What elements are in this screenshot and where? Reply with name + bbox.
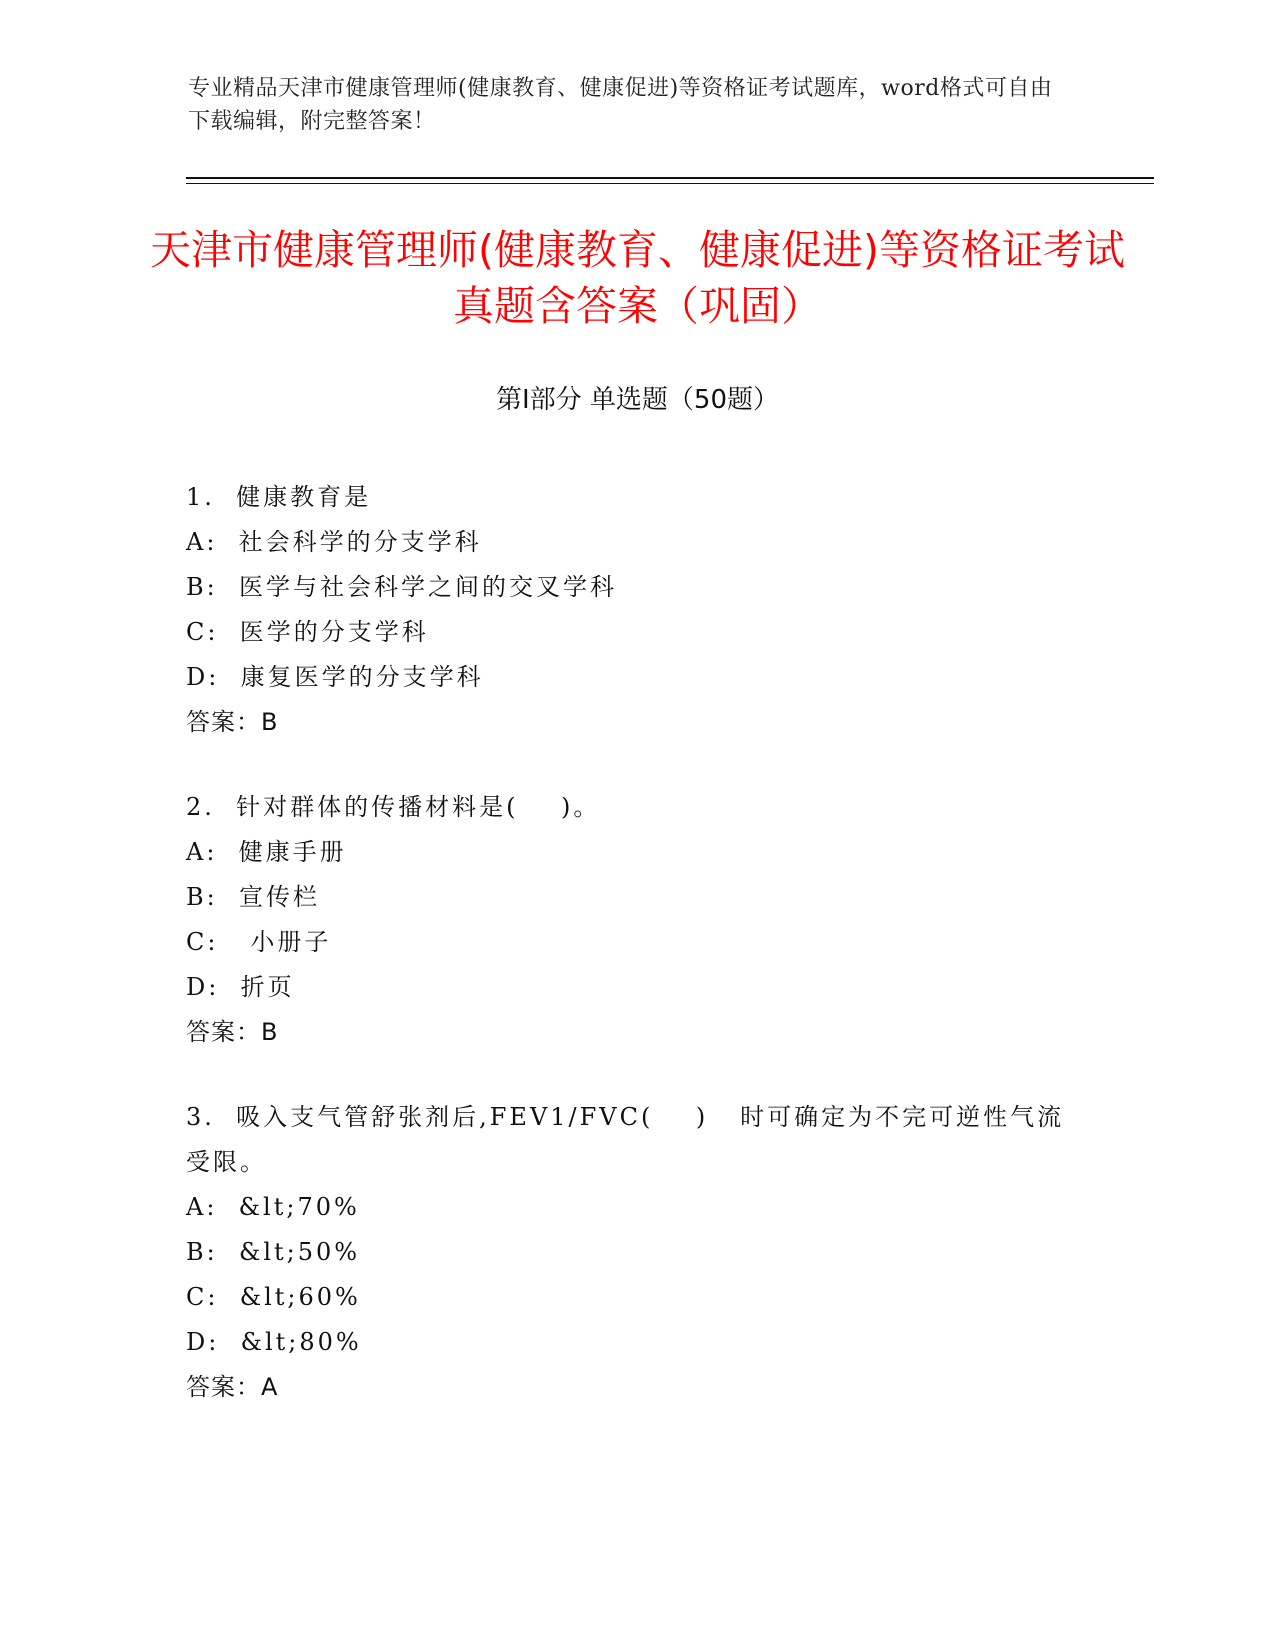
document-title: 天津市健康管理师(健康教育、健康促进)等资格证考试真题含答案（巩固） bbox=[150, 226, 1125, 330]
option-c: C: 医学的分支学科 bbox=[186, 618, 429, 646]
answer-line: 答案：A bbox=[186, 1373, 279, 1401]
option-a: A: &lt;70% bbox=[186, 1193, 360, 1221]
option-a: A: 社会科学的分支学科 bbox=[186, 528, 482, 556]
option-b: B: 医学与社会科学之间的交叉学科 bbox=[186, 573, 617, 601]
answer-line: 答案：B bbox=[186, 708, 279, 736]
question-stem: 1. 健康教育是 bbox=[186, 483, 372, 511]
header-divider-thin bbox=[186, 183, 1154, 184]
option-a: A: 健康手册 bbox=[186, 838, 347, 866]
answer-line: 答案：B bbox=[186, 1018, 279, 1046]
header-divider-thick bbox=[186, 177, 1154, 179]
option-b: B: &lt;50% bbox=[186, 1238, 361, 1266]
option-c: C: 小册子 bbox=[186, 928, 332, 956]
question-stem: 3. 吸入支气管舒张剂后,FEV1/FVC( ) 时可确定为不完可逆性气流受限。 bbox=[186, 1103, 1065, 1176]
option-d: D: &lt;80% bbox=[186, 1328, 362, 1356]
question-list bbox=[186, 475, 1066, 1450]
header-note: 专业精品天津市健康管理师(健康教育、健康促进)等资格证考试题库，word格式可自由下载编辑，附完整答案！ bbox=[188, 76, 1053, 134]
option-b: B: 宣传栏 bbox=[186, 883, 320, 911]
question-3 bbox=[186, 1095, 1066, 1410]
question-2 bbox=[186, 785, 1066, 1055]
question-1 bbox=[186, 475, 1066, 745]
question-stem: 2. 针对群体的传播材料是( )。 bbox=[186, 793, 601, 821]
option-c: C: &lt;60% bbox=[186, 1283, 361, 1311]
option-d: D: 折页 bbox=[186, 973, 295, 1001]
section-heading: 第Ⅰ部分 单选题（50题） bbox=[495, 385, 780, 415]
option-d: D: 康复医学的分支学科 bbox=[186, 663, 484, 691]
